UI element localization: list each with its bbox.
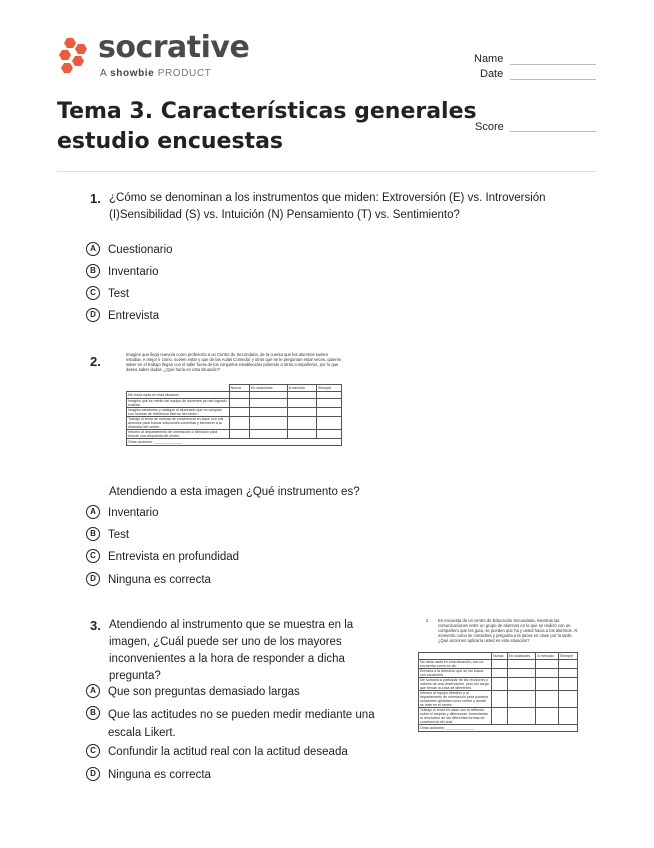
option-letter-badge: B xyxy=(86,706,100,720)
question-3-option-a[interactable] xyxy=(86,684,300,700)
page-title: Tema 3. Características generales estudio encuestas xyxy=(57,99,477,154)
option-letter-badge: C xyxy=(86,549,100,563)
socrative-logo-icon xyxy=(58,36,92,78)
table-header-cell xyxy=(127,385,230,392)
table-cell: No haría nada en esta situación, con un encuentro como se dio xyxy=(419,660,492,669)
question-2-option-a[interactable] xyxy=(86,505,159,521)
table-cell: Imagino sanciones y castigos al alumnado que no cumplan con normas de referencia interno del centro xyxy=(127,408,230,417)
table-row xyxy=(419,691,578,708)
table-row xyxy=(127,385,342,392)
table-cell: Elevaría a la dirección que se los busca con sanciones xyxy=(419,669,492,678)
table-row xyxy=(419,660,578,669)
table-header-cell: Siempre xyxy=(558,653,577,660)
question-1-option-d[interactable] xyxy=(86,308,159,324)
question-2-number: 2. xyxy=(90,354,101,369)
table-header-cell: En ocasiones xyxy=(249,385,287,392)
question-1-option-a[interactable] xyxy=(86,242,173,258)
question-2-option-b[interactable] xyxy=(86,527,129,543)
table-cell: Informo al equipo directivo y al departamento de orientación para plantear soluciones globales como centro y donde se trate en el centro xyxy=(419,691,492,708)
option-text: Cuestionario xyxy=(108,244,173,256)
option-letter-badge: A xyxy=(86,684,100,698)
question-3-number: 3. xyxy=(90,618,101,633)
option-letter-badge: D xyxy=(86,767,100,781)
option-letter-badge: D xyxy=(86,308,100,322)
question-3-text: Atendiendo al instrumento que se muestra en la imagen, ¿Cuál puede ser uno de los mayores inconvenientes a la hora de responder a dicha pregunta? xyxy=(109,619,354,682)
table-cell: Otras acciones: ______________ xyxy=(419,725,578,732)
table-cell: Imagino que es mérito del equipo de docentes ya han logrado evaluar. xyxy=(127,399,230,408)
option-text: Test xyxy=(108,529,130,541)
date-field-line[interactable] xyxy=(510,79,596,80)
question-2-option-d[interactable] xyxy=(86,572,211,588)
table-row xyxy=(127,417,342,430)
table-row xyxy=(127,430,342,439)
table-row xyxy=(419,708,578,725)
question-3-option-d[interactable] xyxy=(86,767,211,783)
table-row xyxy=(419,678,578,691)
score-field-line[interactable] xyxy=(510,131,596,132)
option-letter-badge: A xyxy=(86,505,100,519)
table-row xyxy=(127,399,342,408)
option-letter-badge: A xyxy=(86,242,100,256)
brand-tagline xyxy=(100,68,211,79)
table-row xyxy=(419,653,578,660)
table-cell: Informo al departamento de orientación o dirección para buscar una respuesta del centro xyxy=(127,430,230,439)
question-3-option-b[interactable] xyxy=(86,706,386,742)
question-2-option-c[interactable] xyxy=(86,549,239,565)
question-3-option-c[interactable] xyxy=(86,744,348,760)
table-header-cell: En ocasiones xyxy=(507,653,536,660)
table-cell: Me fuera nada en esta situación xyxy=(127,392,230,399)
option-text: Que las actitudes no se pueden medir mediante una escala Likert. xyxy=(108,709,375,739)
table-row xyxy=(127,392,342,399)
table-cell: Trabajo el tema en clase con la reflexión sobre el respeto y diferencias, fomentando la resolución de las diferentes formas de convivencia del aula xyxy=(419,708,492,725)
option-letter-badge: D xyxy=(86,572,100,586)
brand-name: socrative xyxy=(98,30,250,65)
table-header-cell: Nunca xyxy=(229,385,249,392)
option-text: Entrevista en profundidad xyxy=(108,551,240,563)
score-label: Score xyxy=(475,121,504,133)
question-2-text: Atendiendo a esta imagen ¿Qué instrumento es? xyxy=(109,486,360,498)
option-text: Entrevista xyxy=(108,310,160,322)
option-text: Inventario xyxy=(108,266,159,278)
table-cell: Me sumaría a participar de las reuniones y valores de una observación, pero sin cargo que tenían la cosa de diferentes xyxy=(419,678,492,691)
table-row xyxy=(127,408,342,417)
image-table xyxy=(418,652,578,732)
tagline-brand: showbie xyxy=(110,68,155,79)
option-text: Inventario xyxy=(108,507,159,519)
table-header-cell: A menudo xyxy=(536,653,558,660)
table-cell: Trabajo el tema de normas de convivencia en clase con mis alumnos para buscar soluciones concretas y favorecer a la dinámica del centro xyxy=(127,417,230,430)
table-header-cell: A menudo xyxy=(287,385,316,392)
name-field-line[interactable] xyxy=(510,64,596,65)
table-row xyxy=(419,725,578,732)
question-1-option-b[interactable] xyxy=(86,264,159,280)
option-letter-badge: C xyxy=(86,744,100,758)
date-label: Date xyxy=(480,68,504,80)
name-label: Name xyxy=(474,53,504,65)
question-3-image xyxy=(414,618,580,774)
image-number: 2. xyxy=(426,618,430,623)
image-table xyxy=(126,384,342,446)
tagline-prefix: A xyxy=(100,68,107,79)
table-row xyxy=(419,669,578,678)
table-header-cell: Nunca xyxy=(492,653,508,660)
option-text: Ninguna es correcta xyxy=(108,574,211,586)
image-intro: Imagine que llega nuevo/a como profesor/a a un Centro de Secundaria, de la cuenta que los alumnos suelen estudiar. A mejor ir como, suelen estar y que de las Aulas Comedor y otros que se le preguntan estar veces, quieren saber en el trabajo llegan con el taller fuera de los conjuntos establecidos pidiendo a otros compañeros, por lo que desea saber dudas. ¿Qué haría en esta situación? xyxy=(126,352,342,372)
option-text: Que son preguntas demasiado largas xyxy=(108,686,300,698)
table-row xyxy=(127,439,342,446)
table-header-cell xyxy=(419,653,492,660)
question-1-option-c[interactable] xyxy=(86,286,129,302)
option-text: Confundir la actitud real con la actitud deseada xyxy=(108,746,348,758)
option-letter-badge: C xyxy=(86,286,100,300)
image-intro: En encuesta de un centro de Educación Secundaria, mientras las comunicaciones entre un grupo de alumnos en la que se realizó con un compañero que les guía, se pueden que ha y usted hacia a los alumnos. Al momento como se considera y pregunta a la tutora en clase por la tarde. ¿Qué acciones aplicaría usted en esta situación? xyxy=(438,618,578,643)
title-divider xyxy=(57,171,596,172)
tagline-suffix: PRODUCT xyxy=(157,68,212,79)
table-cell: Otras acciones: ______________ xyxy=(127,439,342,446)
option-letter-badge: B xyxy=(86,264,100,278)
table-header-cell: Siempre xyxy=(316,385,341,392)
option-text: Test xyxy=(108,288,130,300)
question-1-text: ¿Cómo se denominan a los instrumentos que miden: Extroversión (E) vs. Introversión (I)Sensibilidad (S) vs. Intuición (N) Pensamiento (T) vs. Sentimiento? xyxy=(109,192,546,221)
option-letter-badge: B xyxy=(86,527,100,541)
option-text: Ninguna es correcta xyxy=(108,769,211,781)
question-1-number: 1. xyxy=(90,191,101,206)
question-2-image xyxy=(112,352,346,472)
